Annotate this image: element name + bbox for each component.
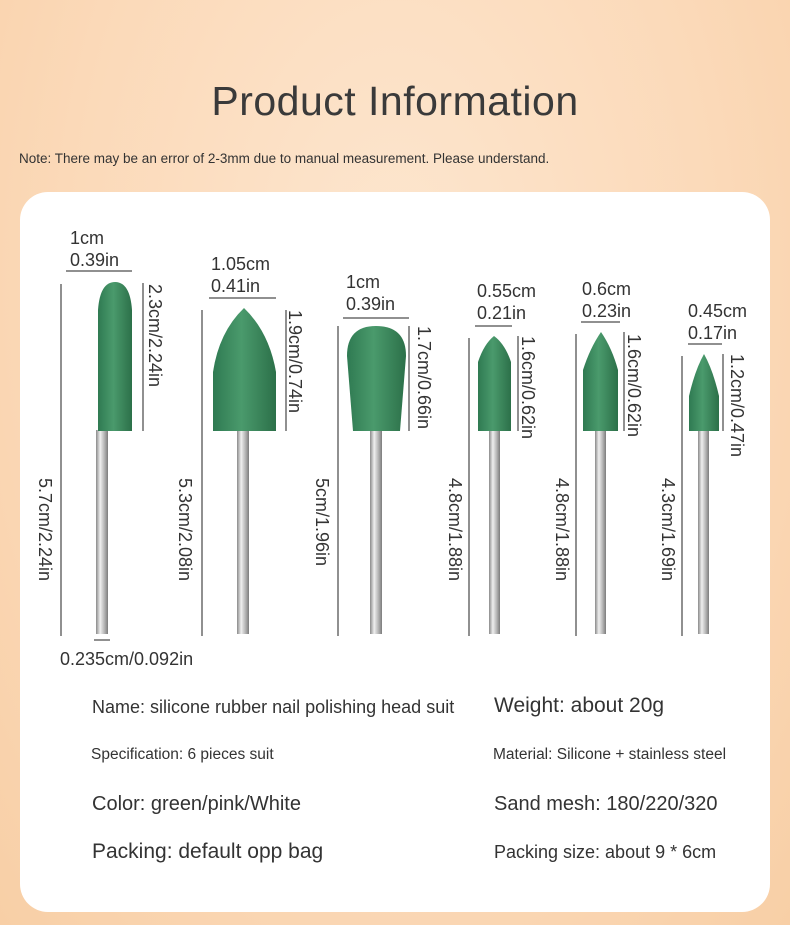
shank-1 bbox=[96, 430, 108, 634]
page-title: Product Information bbox=[211, 78, 579, 124]
polishing-head-5 bbox=[552, 279, 644, 636]
head-6-head-length: 1.2cm/0.47in bbox=[727, 354, 747, 458]
head-4 bbox=[478, 336, 511, 431]
head-6-width-in: 0.17in bbox=[688, 323, 738, 343]
head-3-width-in: 0.39in bbox=[346, 294, 396, 314]
polishing-head-4 bbox=[445, 281, 538, 636]
polishing-head-6 bbox=[658, 301, 747, 636]
spec-name: Name: silicone rubber nail polishing head suit bbox=[92, 697, 455, 717]
head-1 bbox=[98, 282, 132, 431]
spec-specification: Specification: 6 pieces suit bbox=[91, 746, 274, 763]
head-2-width-cm: 1.05cm bbox=[211, 254, 271, 274]
head-5-head-length: 1.6cm/0.62in bbox=[624, 334, 644, 438]
head-1-width-in: 0.39in bbox=[70, 250, 120, 270]
measurement-note: Note: There may be an error of 2-3mm due to manual measurement. Please understand. bbox=[19, 151, 550, 166]
head-3-total-length: 5cm/1.96in bbox=[312, 478, 332, 567]
head-3-head-length: 1.7cm/0.66in bbox=[414, 326, 434, 430]
head-6-total-length: 4.3cm/1.69in bbox=[658, 478, 678, 582]
spec-color: Color: green/pink/White bbox=[92, 793, 301, 815]
head-2-total-length: 5.3cm/2.08in bbox=[175, 478, 195, 582]
spec-material: Material: Silicone + stainless steel bbox=[493, 746, 727, 763]
head-2 bbox=[213, 308, 276, 431]
head-2-width-in: 0.41in bbox=[211, 276, 261, 296]
shank-4 bbox=[489, 430, 500, 634]
shank-3 bbox=[370, 430, 382, 634]
head-4-width-in: 0.21in bbox=[477, 303, 527, 323]
polishing-head-3 bbox=[312, 272, 434, 636]
head-1-head-length: 2.3cm/2.24in bbox=[145, 284, 165, 388]
shank-6 bbox=[698, 430, 709, 634]
head-4-total-length: 4.8cm/1.88in bbox=[445, 478, 465, 582]
polishing-head-1 bbox=[35, 228, 165, 640]
head-6-width-cm: 0.45cm bbox=[688, 301, 748, 321]
shank-5 bbox=[595, 430, 606, 634]
shank-2 bbox=[237, 430, 249, 634]
head-4-head-length: 1.6cm/0.62in bbox=[518, 336, 538, 440]
head-5-total-length: 4.8cm/1.88in bbox=[552, 478, 572, 582]
head-3 bbox=[347, 326, 406, 431]
polishing-head-2 bbox=[175, 254, 305, 636]
head-1-total-length: 5.7cm/2.24in bbox=[35, 478, 55, 582]
spec-packing: Packing: default opp bag bbox=[92, 840, 324, 863]
head-3-width-cm: 1cm bbox=[346, 272, 381, 292]
shank-diameter-label: 0.235cm/0.092in bbox=[60, 649, 194, 669]
head-6 bbox=[689, 354, 719, 431]
head-5-width-cm: 0.6cm bbox=[582, 279, 632, 299]
head-1-width-cm: 1cm bbox=[70, 228, 105, 248]
spec-packing-size: Packing size: about 9 * 6cm bbox=[494, 842, 717, 862]
head-4-width-cm: 0.55cm bbox=[477, 281, 537, 301]
head-2-head-length: 1.9cm/0.74in bbox=[285, 310, 305, 414]
spec-weight: Weight: about 20g bbox=[494, 694, 665, 717]
head-5 bbox=[583, 332, 618, 431]
head-5-width-in: 0.23in bbox=[582, 301, 632, 321]
spec-sand-mesh: Sand mesh: 180/220/320 bbox=[494, 793, 718, 815]
